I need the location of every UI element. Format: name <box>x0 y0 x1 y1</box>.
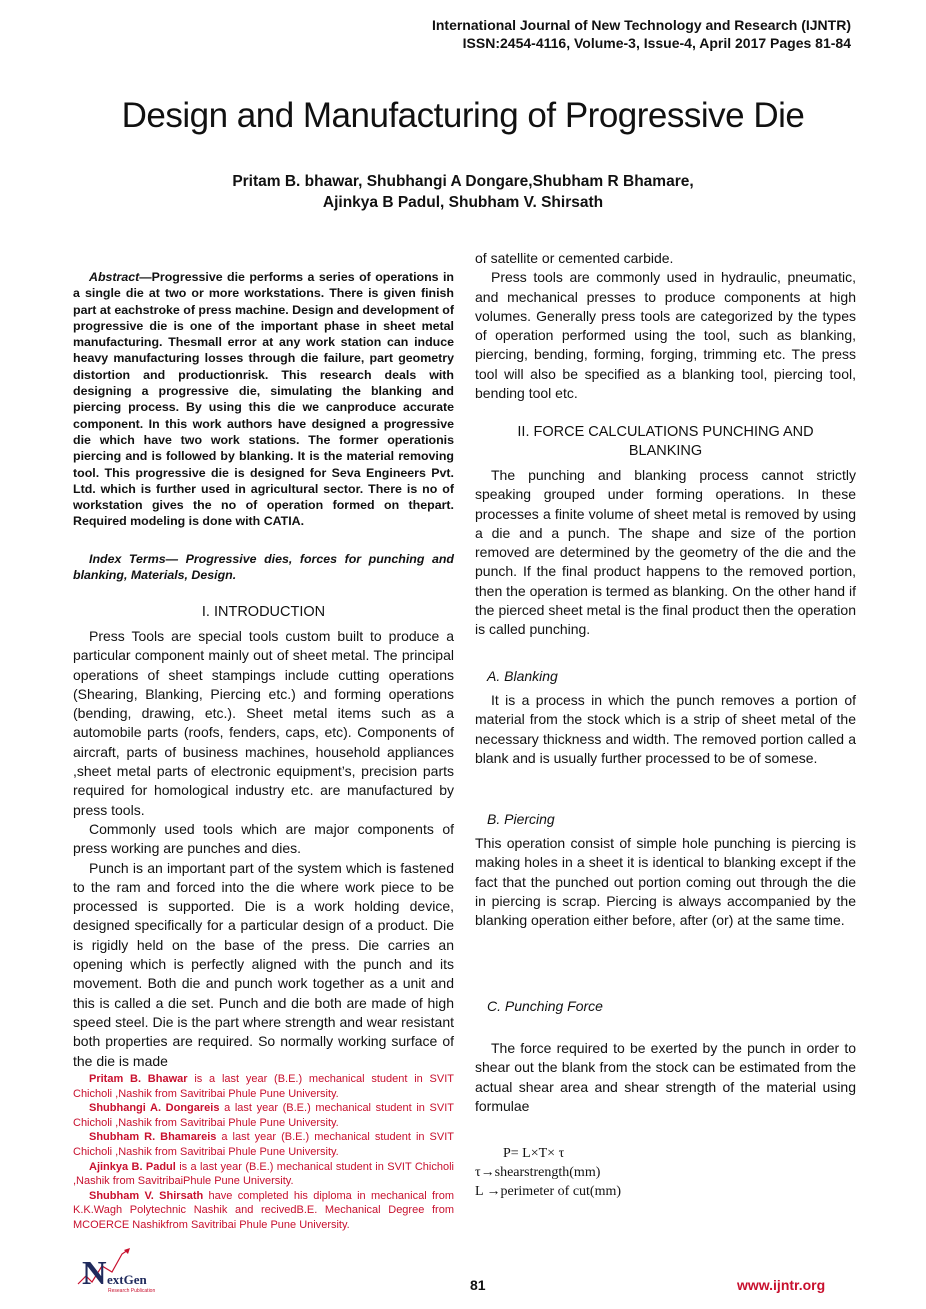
index-terms <box>73 551 454 584</box>
footnote-text: a last year (B.E.) mechanical student in SVIT Chicholi ,Nashik from Savitribai Phule Pune University. <box>73 1131 454 1158</box>
subsection-heading-blanking: A. Blanking <box>487 668 558 684</box>
section-heading-introduction: I. INTRODUCTION <box>201 604 326 620</box>
journal-url[interactable]: www.ijntr.org <box>737 1277 826 1293</box>
piercing-body <box>475 834 856 930</box>
abstract-label: Abstract <box>89 270 140 284</box>
footnote-text: is a last year (B.E.) mechanical student in SVIT Chicholi ,Nashik from SavitribaiPhule Pune University. <box>73 1160 454 1188</box>
journal-issue: ISSN:2454-4116, Volume-3, Issue-4, April 2017 Pages 81-84 <box>462 35 851 51</box>
paragraph: Press tools are commonly used in hydraulic, pneumatic, and mechanical presses to produce components at high volumes. Generally press tools are categorized by the types of operation performed using the tool, such as blanking, piercing, bending, forming, forging, trimming etc. The press tool will also be specified as a blanking tool, piercing tool, bending tool etc. <box>475 269 856 402</box>
journal-name: International Journal of New Technology and Research (IJNTR) <box>431 17 851 33</box>
section-2-body <box>475 466 856 640</box>
footnote-name: Shubhangi A. Dongareis <box>89 1102 220 1115</box>
page-number: 81 <box>470 1277 486 1293</box>
formula-definition: τ→shearstrength(mm) <box>475 1165 601 1180</box>
journal-header <box>432 16 851 52</box>
footnote <box>73 1189 454 1233</box>
formula-definition: L →perimeter of cut(mm) <box>475 1184 622 1199</box>
paragraph: This operation consist of simple hole punching is piercing is making holes in a sheet it is identical to blanking except if the fact that the punched out portion coming out through the die in piercing is scrap. Piercing is always accompanied by the blanking operation either before, after (or) at the same time. <box>475 835 856 929</box>
footnote-name: Shubham V. Shirsath <box>89 1189 204 1202</box>
footnote <box>73 1160 454 1189</box>
introduction-body <box>73 627 454 1071</box>
footnote <box>73 1072 454 1101</box>
footnote-text: a last year (B.E.) mechanical student in SVIT Chicholi ,Nashik from Savitribai Phule Pune University. <box>73 1102 454 1129</box>
paragraph: The punching and blanking process cannot strictly speaking grouped under forming operations. In these processes a finite volume of sheet metal is removed by using a die and a punch. The shape and size of the portion removed are determined by the geometry of the die and the punch. If the final product happens to the removed portion, then the operation is termed as blanking. On the other hand if the pierced sheet metal is the final product then the operation is called punching. <box>475 467 856 638</box>
heading-line: BLANKING <box>628 443 703 459</box>
abstract <box>73 269 454 530</box>
paragraph: Press Tools are special tools custom built to produce a particular component mainly out of sheet metal. The principal operations of sheet stampings include cutting operations (Shearing, Blanking, Piercing etc.) and forming operations (bending, drawing, etc.). Sheet metal items such as a automobile parts (roofs, fenders, caps, etc). Components of aircraft, parts of business machines, household appliances ,sheet metal parts of electronic equipment’s, precision parts required for homological industry etc. are manufactured by press tools. <box>73 628 454 818</box>
footnote-name: Ajinkya B. Padul <box>89 1160 176 1173</box>
footnote-name: Shubham R. Bhamareis <box>89 1131 217 1144</box>
right-column-top <box>475 249 856 403</box>
footnote <box>73 1101 454 1130</box>
author-list <box>0 171 926 213</box>
subsection-heading-piercing: B. Piercing <box>487 811 555 827</box>
nextgen-logo <box>76 1246 166 1299</box>
index-terms-text: — Progressive dies, forces for punching and blanking, Materials, Design. <box>73 552 454 583</box>
authors-line-1: Pritam B. bhawar, Shubhangi A Dongare,Shubham R Bhamare, <box>232 173 694 190</box>
footnote-text: have completed his diploma in mechanical from K.K.Wagh Polytechnic Nashik and recivedB.E. Mechanical Degree from MCOERCE Nashikfrom Savitribai Phule Pune University. <box>73 1189 455 1231</box>
punching-force-body <box>475 1039 856 1116</box>
svg-text:Research Publication: Research Publication <box>108 1288 156 1294</box>
footnote-text: is a last year (B.E.) mechanical student in SVIT Chicholi ,Nashik from Savitribai Phule Pune University. <box>73 1073 454 1100</box>
paragraph: Punch is an important part of the system which is fastened to the ram and forced into the die where work piece to be processed is supported. Die is a work holding device, designed specifically for a particular design of a product. Die is rigidly held on the base of the press. Die carries an opening which is perfectly aligned with the punch and its movement. Both die and punch work together as a unit and this is called a die set. Punch and die both are made of high speed steel. Die is the part where strength and wear resistant both properties are required. So normally working surface of the die is made <box>73 859 454 1069</box>
footnote <box>73 1130 454 1159</box>
abstract-text: —Progressive die performs a series of operations in a single die at two or more workstations. There is given finish part at eachstroke of press machine. Design and development of progressive die is one of the important phase in sheet metal manufacturing. Thesmall error at any work station can induce heavy manufacturing losses through die failure, part geometry distortion and productionrisk. This research deals with designing a progressive die, simulating the blanking and piercing process. By using this die we canproduce accurate component. In this work authors have designed a progressive die which have two work stations. The former operationis piercing and is followed by blanking. It is the material removing tool. This progressive die is designed for Seva Engineers Pvt. Ltd. which is further used in agricultural sector. There is no of workstation gives the no of operation formed on thepart. Required modeling is done with CATIA. <box>73 270 454 529</box>
paragraph: It is a process in which the punch removes a portion of material from the stock which is a strip of sheet metal of the necessary thickness and width. The removed portion called a blank and is usually further processed to be of somese. <box>475 692 856 766</box>
author-footnotes <box>73 1072 454 1233</box>
svg-text:extGen: extGen <box>107 1272 147 1287</box>
blanking-body <box>475 691 856 768</box>
section-heading-force-calculations <box>475 423 856 461</box>
paper-title: Design and Manufacturing of Progressive Die <box>121 96 805 135</box>
paragraph: The force required to be exerted by the punch in order to shear out the blank from the stock can be estimated from the actual shear area and shear strength of the material using formulae <box>475 1040 856 1114</box>
formula-block <box>475 1144 621 1201</box>
authors-line-2: Ajinkya B Padul, Shubham V. Shirsath <box>322 194 604 211</box>
formula: P= L×T× τ <box>503 1146 565 1161</box>
heading-line: II. FORCE CALCULATIONS PUNCHING AND <box>517 424 814 440</box>
footnote-name: Pritam B. Bhawar <box>89 1073 188 1085</box>
subsection-heading-punching-force: C. Punching Force <box>487 998 603 1014</box>
paragraph: of satellite or cemented carbide. <box>475 250 674 266</box>
svg-text:N: N <box>82 1255 107 1292</box>
index-terms-label: Index Terms <box>89 552 166 566</box>
paragraph: Commonly used tools which are major components of press working are punches and dies. <box>73 820 454 857</box>
